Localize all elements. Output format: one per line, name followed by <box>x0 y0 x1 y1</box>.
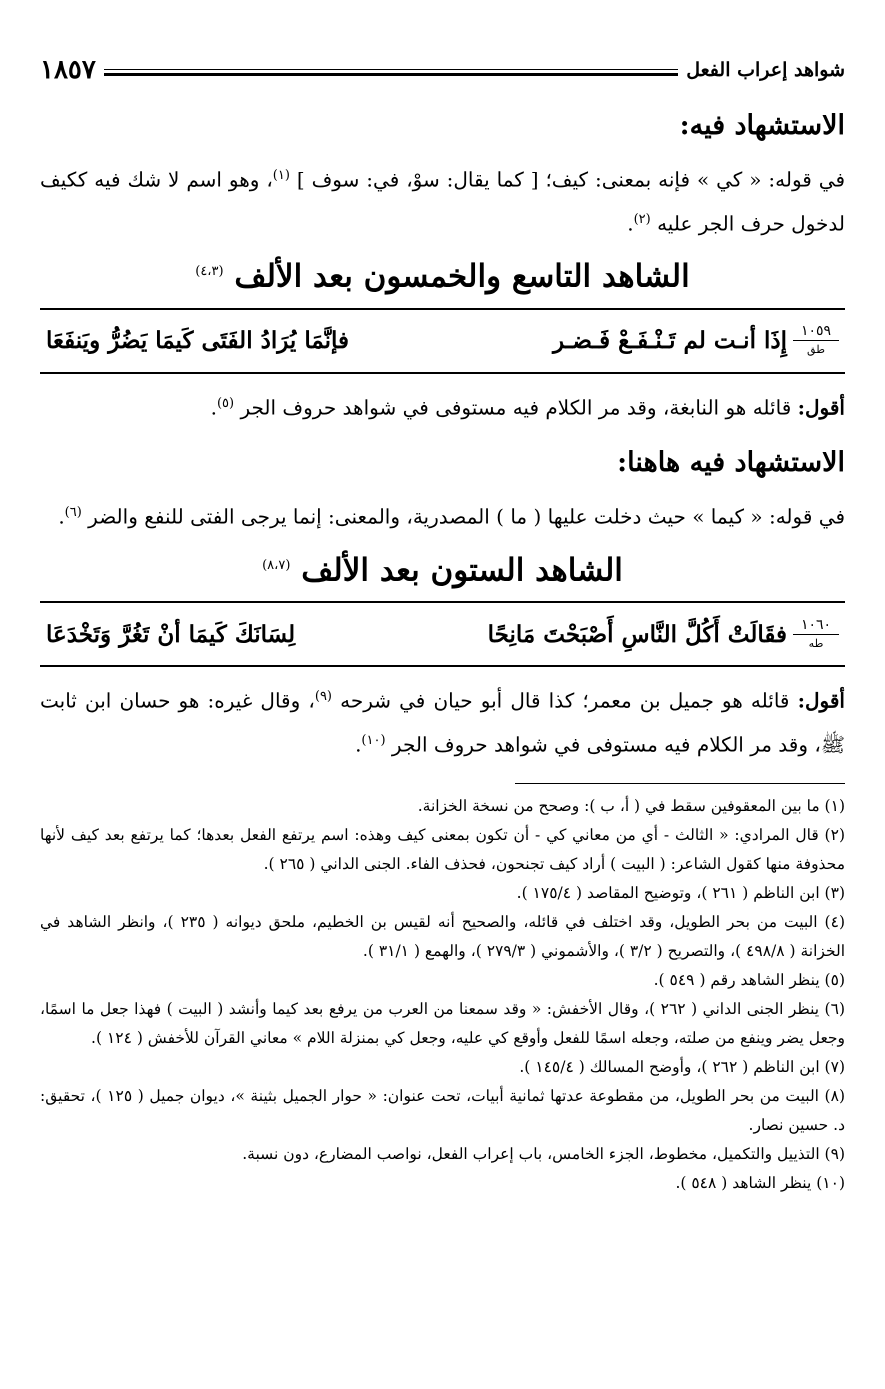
paragraph-text: . <box>627 211 634 236</box>
hemistich-second: فإنَّمَا يُرَادُ الفَتَى كَيمَا يَضُرُّ ويَنفَعَا <box>46 327 350 355</box>
verse-number <box>793 324 839 357</box>
commentary-lead: أقول: <box>797 688 845 713</box>
footnote-ref[interactable]: (٢) <box>633 211 651 227</box>
footnote-ref[interactable]: (٤،٣) <box>195 264 224 280</box>
hemistich-first: إِذَا أنـت لم تَـنْـفَـعْ فَـضـر <box>552 327 787 355</box>
witness-title-text: الشاهد الستون بعد الألف <box>301 552 623 589</box>
footnote-item: (١) ما بين المعقوفين سقط في ( أ، ب ): وصحح من نسخة الخزانة. <box>417 796 845 815</box>
paragraph-text: في قوله: « كي » فإنه بمعنى: كيف؛ [ كما يقال: سوْ، في: سوف ] <box>296 167 846 192</box>
commentary-lead: أقول: <box>797 395 845 420</box>
paragraph-text: ، وهو اسم لا شك فيه ككيف لدخول حرف الجر عليه <box>40 167 845 236</box>
hemistich-first: فقَالَتْ أَكُلَّ النَّاسِ أَصْبَحْتَ مَانِحًا <box>487 620 787 648</box>
verse-meter-code: طق <box>807 343 825 357</box>
footnote-item: (٦) ينظر الجنى الداني ( ٢٦٢ )، وقال الأخفش: « وقد سمعنا من العرب من يرفع بعد كيما وأنشد ( البيت ) فهذا جعل ما اسمًا، وجعل يضر وينفع من صلته، وجعله اسمًا للفعل وأوقع كي عليه، وجعل كي بمنزلة اللام » معاني القرآن للأخفش ( ١٢٤ ). <box>40 999 845 1047</box>
book-page <box>40 50 845 1198</box>
verse-number-value: ١٠٦٠ <box>793 618 839 635</box>
footnote-ref[interactable]: (٦) <box>64 505 82 521</box>
paragraph-text: . <box>58 504 65 529</box>
verse-meter-code: طه <box>808 636 824 650</box>
witness-title-text: الشاهد التاسع والخمسون بعد الألف <box>234 258 690 295</box>
verse-number-value: ١٠٥٩ <box>793 324 839 341</box>
verse-box-1060 <box>40 601 845 667</box>
footnote-item: (٣) ابن الناظم ( ٢٦١ )، وتوضيح المقاصد ( ١٧٥/٤ ). <box>516 883 845 902</box>
hemistich-second: لِسَانَكَ كَيمَا أنْ تَغُرَّ وَتَخْدَعَا <box>46 620 296 648</box>
section-heading-2: الاستشهاد فيه هاهنا: <box>617 447 845 479</box>
footnote-ref[interactable]: (١٠) <box>361 732 386 748</box>
footnote-ref[interactable]: (٨،٧) <box>262 557 291 573</box>
paragraph-text: . <box>210 395 217 420</box>
footnote-ref[interactable]: (٥) <box>216 395 235 411</box>
header-rule <box>104 69 678 76</box>
footnote-ref[interactable]: (١) <box>272 168 290 183</box>
page-number: ١٨٥٧ <box>40 55 96 85</box>
footnote-divider <box>515 783 845 784</box>
paragraph-text: قائله هو جميل بن معمر؛ كذا قال أبو حيان في شرحه <box>340 688 798 713</box>
footnote-item: (٥) ينظر الشاهد رقم ( ٥٤٩ ). <box>653 970 845 989</box>
running-header <box>40 50 845 90</box>
witness-title-60 <box>40 541 845 595</box>
footnotes <box>40 792 845 1198</box>
section-heading-1: الاستشهاد فيه: <box>679 110 845 141</box>
footnote-item: (٢) قال المرادي: « الثالث - أي من معاني كي - أن تكون بمعنى كيف وهذه: اسم يرتفع الفعل بعدها؛ كما يرتفع بعد كيف لأنها محذوفة منها كقول الشاعر: ( البيت ) أراد كيف تجنحون، فحذف الفاء. الجنى الداني ( ٢٦٥ ). <box>40 825 845 873</box>
paragraph-text: قائله هو النابغة، وقد مر الكلام فيه مستوفى في شواهد حروف الجر <box>240 395 798 420</box>
verse-box-1059 <box>40 308 845 374</box>
footnote-ref[interactable]: (٩) <box>314 689 332 705</box>
paragraph-text: ، وقال غيره: هو حسان ابن ثابت ﷺ، وقد مر الكلام فيه مستوفى في شواهد حروف الجر <box>40 688 845 757</box>
section-paragraph-2 <box>40 493 845 537</box>
footnote-item: (٤) البيت من بحر الطويل، وقد اختلف في قائله، والصحيح أنه لقيس بن الخطيم، ملحق ديوانه ( ٢٣٥ )، وانظر الشاهد في الخزانة ( ٤٩٨/٨ )، والتصريح ( ٣/٢ )، والأشموني ( ٢٧٩/٣ )، والهمع ( ٣١/١ ). <box>40 912 845 960</box>
commentary-paragraph-1059 <box>40 384 845 428</box>
running-title: شواهد إعراب الفعل <box>686 59 845 81</box>
section-paragraph-1 <box>40 156 845 243</box>
commentary-paragraph-1060 <box>40 677 845 764</box>
verse-number <box>793 618 839 651</box>
footnote-item: (٨) البيت من بحر الطويل، من مقطوعة عدتها ثمانية أبيات، تحت عنوان: « حوار الجميل بثينة »، ديوان جميل ( ١٢٥ )، تحقيق: د. حسين نصار. <box>40 1086 845 1134</box>
paragraph-text: في قوله: « كيما » حيث دخلت عليها ( ما ) المصدرية، والمعنى: إنما يرجى الفتى للنفع والضر <box>88 504 845 529</box>
paragraph-text: . <box>355 732 362 757</box>
footnote-item: (١٠) ينظر الشاهد ( ٥٤٨ ). <box>675 1173 845 1192</box>
footnote-item: (٧) ابن الناظم ( ٢٦٢ )، وأوضح المسالك ( ١٤٥/٤ ). <box>519 1057 845 1076</box>
footnote-item: (٩) التذييل والتكميل، مخطوط، الجزء الخامس، باب إعراب الفعل، نواصب المضارع، دون نسبة. <box>242 1144 845 1163</box>
witness-title-59 <box>40 247 845 301</box>
